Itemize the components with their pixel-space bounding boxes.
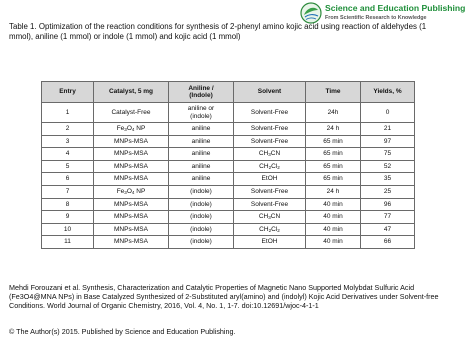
time-cell: 65 min (306, 148, 361, 161)
solvent-cell: EtOH (234, 236, 306, 249)
table-row (42, 198, 415, 211)
solvent-cell: EtOH (234, 173, 306, 186)
catalyst-cell: Catalyst-Free (94, 103, 169, 123)
brand-title: Science and Education Publishing (325, 3, 465, 13)
brand-subtitle: From Scientific Research to Knowledge (325, 15, 427, 21)
yield-cell: 35 (361, 173, 415, 186)
table-header-row (42, 82, 415, 103)
time-cell: 40 min (306, 223, 361, 236)
catalyst-cell: $Fe_3O_4$ NP (94, 185, 169, 198)
yield-cell: 77 (361, 211, 415, 224)
time-cell: 24 h (306, 185, 361, 198)
table-row (42, 223, 415, 236)
header-amine: Aniline / (Indole) (169, 82, 234, 103)
table-row (42, 173, 415, 186)
catalyst-cell: MNPs-MSA (94, 148, 169, 161)
catalyst-cell: MNPs-MSA (94, 198, 169, 211)
header-solvent: Solvent (234, 82, 306, 103)
time-cell: 40 min (306, 236, 361, 249)
table-row (42, 185, 415, 198)
yield-cell: 25 (361, 185, 415, 198)
catalyst-cell: MNPs-MSA (94, 223, 169, 236)
yield-cell: 52 (361, 160, 415, 173)
solvent-cell: Solvent-Free (234, 135, 306, 148)
results-table (41, 81, 415, 249)
table-row (42, 123, 415, 136)
table-row (42, 211, 415, 224)
table-row (42, 135, 415, 148)
header-yield: Yields, % (361, 82, 415, 103)
solvent-cell: Solvent-Free (234, 123, 306, 136)
yield-cell: 96 (361, 198, 415, 211)
catalyst-cell: MNPs-MSA (94, 160, 169, 173)
table-body (42, 103, 415, 249)
amine-cell: (indole) (169, 198, 234, 211)
copyright-text: © The Author(s) 2015. Published by Science and Education Publishing. (9, 327, 236, 336)
entry-cell: 4 (42, 148, 94, 161)
time-cell: 40 min (306, 211, 361, 224)
solvent-cell: $CH_2Cl_2$ (234, 160, 306, 173)
amine-cell: (indole) (169, 223, 234, 236)
entry-cell: 2 (42, 123, 94, 136)
amine-cell: (indole) (169, 185, 234, 198)
amine-cell: aniline (169, 148, 234, 161)
amine-cell: (indole) (169, 236, 234, 249)
time-cell: 65 min (306, 173, 361, 186)
catalyst-cell: MNPs-MSA (94, 135, 169, 148)
entry-cell: 5 (42, 160, 94, 173)
time-cell: 24 h (306, 123, 361, 136)
catalyst-cell: MNPs-MSA (94, 211, 169, 224)
yield-cell: 75 (361, 148, 415, 161)
solvent-cell: Solvent-Free (234, 103, 306, 123)
yield-cell: 21 (361, 123, 415, 136)
table-row (42, 160, 415, 173)
catalyst-cell: MNPs-MSA (94, 236, 169, 249)
yield-cell: 0 (361, 103, 415, 123)
entry-cell: 3 (42, 135, 94, 148)
amine-cell: aniline (169, 173, 234, 186)
catalyst-cell: MNPs-MSA (94, 173, 169, 186)
leaf-globe-icon (300, 2, 322, 24)
solvent-cell: Solvent-Free (234, 198, 306, 211)
header-entry: Entry (42, 82, 94, 103)
entry-cell: 1 (42, 103, 94, 123)
yield-cell: 66 (361, 236, 415, 249)
entry-cell: 10 (42, 223, 94, 236)
solvent-cell: Solvent-Free (234, 185, 306, 198)
entry-cell: 8 (42, 198, 94, 211)
solvent-cell: $CH_3CN$ (234, 211, 306, 224)
time-cell: 65 min (306, 160, 361, 173)
time-cell: 40 min (306, 198, 361, 211)
table-row (42, 148, 415, 161)
time-cell: 65 min (306, 135, 361, 148)
citation-text: Mehdi Forouzani et al. Synthesis, Characterization and Catalytic Properties of Magnetic Nano Supported Molybdat Sulfuric Acid (Fe3O4@MNA NPs) in Base Catalyzed Synthesized of 2-Substituted aryl(amino) and (indolyl) Kojic Acid Derivatives under Solvent-free Conditions. World Journal of Organic Chemistry, 2016, Vol. 4, No. 1, 1-7. doi:10.12691/wjoc-4-1-1 (9, 283, 439, 311)
time-cell: 24h (306, 103, 361, 123)
yield-cell: 97 (361, 135, 415, 148)
amine-cell: (indole) (169, 211, 234, 224)
solvent-cell: $CH_3CN$ (234, 148, 306, 161)
entry-cell: 6 (42, 173, 94, 186)
entry-cell: 7 (42, 185, 94, 198)
amine-cell: aniline or (indole) (169, 103, 234, 123)
solvent-cell: $CH_2Cl_2$ (234, 223, 306, 236)
entry-cell: 11 (42, 236, 94, 249)
header-time: Time (306, 82, 361, 103)
table-row (42, 236, 415, 249)
header-catalyst: Catalyst, 5 mg (94, 82, 169, 103)
amine-cell: aniline (169, 160, 234, 173)
amine-cell: aniline (169, 123, 234, 136)
table-row (42, 103, 415, 123)
table-caption: Table 1. Optimization of the reaction conditions for synthesis of 2-phenyl amino kojic acid using reaction of aldehydes (1 mmol), aniline (1 mmol) or indole (1 mmol) and kojic acid (1 mmol) (9, 22, 427, 42)
amine-cell: aniline (169, 135, 234, 148)
catalyst-cell: $Fe_3O_4$ NP (94, 123, 169, 136)
entry-cell: 9 (42, 211, 94, 224)
yield-cell: 47 (361, 223, 415, 236)
